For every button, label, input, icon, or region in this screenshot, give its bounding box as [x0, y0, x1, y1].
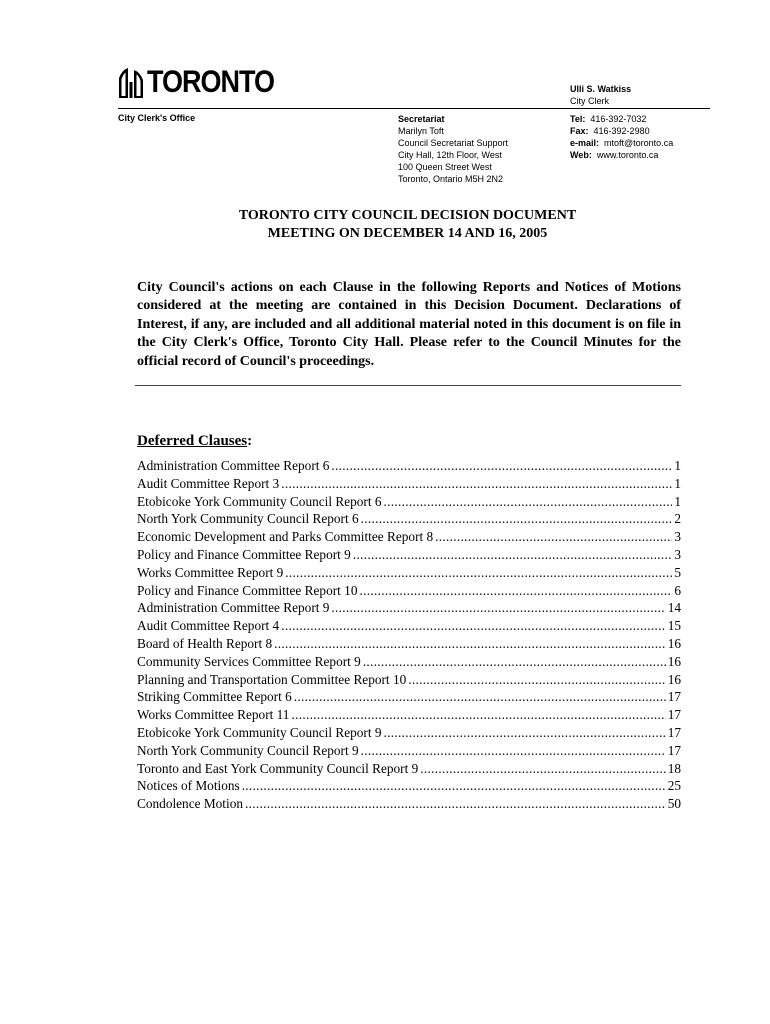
secretariat-line: City Hall, 12th Floor, West — [398, 150, 502, 160]
contact-block — [570, 113, 673, 161]
toc-entry: Administration Committee Report 6 ..... 1 — [137, 457, 681, 475]
section-divider — [135, 385, 681, 386]
toc-entry: Striking Committee Report 6 ..... 17 — [137, 688, 681, 706]
toc-entry: North York Community Council Report 6 ..... 2 — [137, 510, 681, 528]
toc-entry: Works Committee Report 9 ..... 5 — [137, 564, 681, 582]
clerk-title: City Clerk — [570, 96, 610, 106]
toc-entry: Policy and Finance Committee Report 9 ..... 3 — [137, 546, 681, 564]
toc-entry: Works Committee Report 11 ..... 17 — [137, 706, 681, 724]
toc-entry: Community Services Committee Report 9 ..... 16 — [137, 653, 681, 671]
secretariat-heading: Secretariat — [398, 114, 445, 124]
letterhead-divider — [118, 108, 710, 109]
document-subtitle: MEETING ON DECEMBER 14 AND 16, 2005 — [267, 226, 548, 241]
toc-entry: Audit Committee Report 4 ..... 15 — [137, 617, 681, 635]
contact-fax: Fax: 416-392-2980 — [570, 126, 650, 136]
office-name: City Clerk's Office — [118, 113, 196, 123]
secretariat-block — [398, 113, 508, 185]
toc-entry: Policy and Finance Committee Report 10 ..... 6 — [137, 582, 681, 600]
logo-wordmark: TORONTO — [147, 64, 275, 100]
section-heading: Deferred Clauses: — [137, 433, 253, 449]
toc-entry: Planning and Transportation Committee Report 10 ..... 16 — [137, 671, 681, 689]
secretariat-line: Council Secretariat Support — [398, 138, 509, 148]
toc-entry: Etobicoke York Community Council Report 9 ..... 17 — [137, 724, 681, 742]
table-of-contents — [137, 457, 681, 813]
toc-entry: Administration Committee Report 9 ..... 14 — [137, 599, 681, 617]
toc-entry: Toronto and East York Community Council Report 9 ..... 18 — [137, 760, 681, 778]
intro-paragraph: City Council's actions on each Clause in the following Reports and Notices of Motions considered at the meeting are contained in this Decision Document. Declarations of Interest, if any, are included and all additional material noted in this document is on file in the City Clerk's Office, Toronto City Hall. Please refer to the Council Minutes for the official record of Council's proceedings. — [137, 280, 681, 369]
contact-email: e-mail: mtoft@toronto.ca — [570, 138, 674, 148]
document-title: TORONTO CITY COUNCIL DECISION DOCUMENT — [238, 208, 577, 223]
toc-entry: Etobicoke York Community Council Report 6 ..... 1 — [137, 493, 681, 511]
clerk-name: Ulli S. Watkiss — [570, 84, 632, 94]
contact-tel: Tel: 416-392-7032 — [570, 114, 647, 124]
secretariat-line: Marilyn Toft — [398, 126, 444, 136]
toc-entry: Economic Development and Parks Committee Report 8 ..... 3 — [137, 528, 681, 546]
secretariat-line: 100 Queen Street West — [398, 162, 492, 172]
toc-entry: North York Community Council Report 9 ..... 17 — [137, 742, 681, 760]
toc-entry: Condolence Motion ..... 50 — [137, 795, 681, 813]
toc-entry: Board of Health Report 8 ..... 16 — [137, 635, 681, 653]
secretariat-line: Toronto, Ontario M5H 2N2 — [398, 174, 504, 184]
contact-web: Web: www.toronto.ca — [570, 150, 659, 160]
city-hall-icon — [118, 66, 144, 98]
toronto-logo — [118, 62, 274, 98]
toc-entry: Notices of Motions ..... 25 — [137, 777, 681, 795]
toc-entry: Audit Committee Report 3 ..... 1 — [137, 475, 681, 493]
